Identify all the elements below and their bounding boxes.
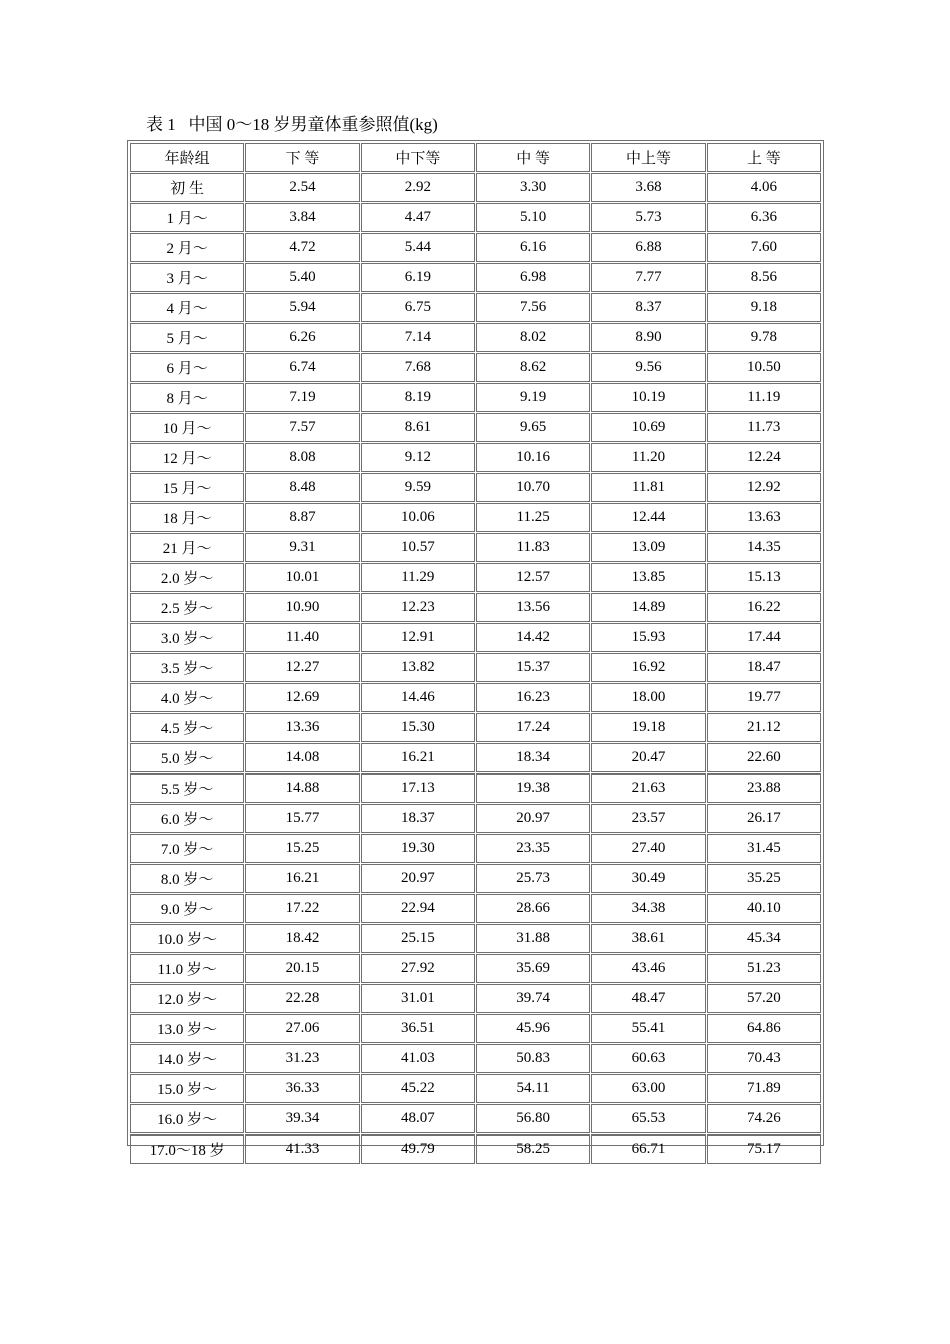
weight-value-cell: 54.11 [476, 1074, 590, 1103]
weight-value-cell: 8.02 [476, 323, 590, 352]
weight-value-cell: 3.84 [245, 203, 359, 232]
table-row [130, 413, 821, 442]
age-group-cell: 5 月～ [130, 323, 244, 352]
age-group-cell: 8.0 岁～ [130, 864, 244, 893]
weight-value-cell: 21.63 [591, 773, 705, 803]
weight-value-cell: 19.30 [361, 834, 475, 863]
weight-value-cell: 8.48 [245, 473, 359, 502]
weight-value-cell: 16.21 [245, 864, 359, 893]
weight-value-cell: 5.73 [591, 203, 705, 232]
age-group-cell: 15.0 岁～ [130, 1074, 244, 1103]
table-row [130, 894, 821, 923]
weight-value-cell: 6.88 [591, 233, 705, 262]
weight-value-cell: 49.79 [361, 1134, 475, 1164]
table-row [130, 383, 821, 412]
table-row [130, 683, 821, 712]
weight-value-cell: 31.23 [245, 1044, 359, 1073]
table-row [130, 323, 821, 352]
weight-value-cell: 17.44 [707, 623, 821, 652]
weight-value-cell: 13.63 [707, 503, 821, 532]
weight-value-cell: 66.71 [591, 1134, 705, 1164]
table-row [130, 593, 821, 622]
table-row [130, 1104, 821, 1133]
age-group-cell: 14.0 岁～ [130, 1044, 244, 1073]
weight-value-cell: 15.13 [707, 563, 821, 592]
weight-value-cell: 12.24 [707, 443, 821, 472]
age-group-cell: 7.0 岁～ [130, 834, 244, 863]
weight-value-cell: 4.06 [707, 173, 821, 202]
header-cell: 年龄组 [130, 143, 244, 172]
table-row [130, 834, 821, 863]
weight-value-cell: 9.19 [476, 383, 590, 412]
weight-value-cell: 27.06 [245, 1014, 359, 1043]
age-group-cell: 3 月～ [130, 263, 244, 292]
weight-value-cell: 50.83 [476, 1044, 590, 1073]
weight-value-cell: 20.97 [361, 864, 475, 893]
weight-value-cell: 11.40 [245, 623, 359, 652]
age-group-cell: 2 月～ [130, 233, 244, 262]
weight-value-cell: 7.68 [361, 353, 475, 382]
weight-value-cell: 8.87 [245, 503, 359, 532]
weight-value-cell: 34.38 [591, 894, 705, 923]
age-group-cell: 9.0 岁～ [130, 894, 244, 923]
weight-value-cell: 41.03 [361, 1044, 475, 1073]
weight-value-cell: 21.12 [707, 713, 821, 742]
weight-value-cell: 27.40 [591, 834, 705, 863]
weight-value-cell: 36.51 [361, 1014, 475, 1043]
weight-reference-table [127, 140, 824, 1159]
weight-value-cell: 6.16 [476, 233, 590, 262]
weight-value-cell: 39.34 [245, 1104, 359, 1133]
table-row [130, 233, 821, 262]
age-group-cell: 5.0 岁～ [130, 743, 244, 772]
weight-value-cell: 57.20 [707, 984, 821, 1013]
weight-value-cell: 41.33 [245, 1134, 359, 1164]
age-group-cell: 12 月～ [130, 443, 244, 472]
table-row [130, 293, 821, 322]
weight-value-cell: 5.10 [476, 203, 590, 232]
age-group-cell: 2.5 岁～ [130, 593, 244, 622]
table-row [130, 203, 821, 232]
weight-value-cell: 22.28 [245, 984, 359, 1013]
weight-value-cell: 12.69 [245, 683, 359, 712]
table-row [130, 1044, 821, 1073]
weight-value-cell: 30.49 [591, 864, 705, 893]
weight-value-cell: 8.90 [591, 323, 705, 352]
table-body [130, 143, 821, 1164]
table-row [130, 653, 821, 682]
weight-value-cell: 23.88 [707, 773, 821, 803]
table-row [130, 713, 821, 742]
age-group-cell: 5.5 岁～ [130, 773, 244, 803]
weight-value-cell: 23.57 [591, 804, 705, 833]
table-row [130, 173, 821, 202]
table-header-row [130, 143, 821, 172]
weight-value-cell: 8.62 [476, 353, 590, 382]
age-group-cell: 3.0 岁～ [130, 623, 244, 652]
weight-value-cell: 31.01 [361, 984, 475, 1013]
weight-value-cell: 8.61 [361, 413, 475, 442]
weight-value-cell: 64.86 [707, 1014, 821, 1043]
weight-value-cell: 19.38 [476, 773, 590, 803]
weight-value-cell: 14.08 [245, 743, 359, 772]
age-group-cell: 18 月～ [130, 503, 244, 532]
weight-value-cell: 13.36 [245, 713, 359, 742]
table-row [130, 623, 821, 652]
weight-value-cell: 40.10 [707, 894, 821, 923]
age-group-cell: 12.0 岁～ [130, 984, 244, 1013]
age-group-cell: 4.0 岁～ [130, 683, 244, 712]
table-row [130, 563, 821, 592]
weight-value-cell: 58.25 [476, 1134, 590, 1164]
weight-value-cell: 13.85 [591, 563, 705, 592]
weight-value-cell: 6.98 [476, 263, 590, 292]
weight-value-cell: 10.06 [361, 503, 475, 532]
weight-value-cell: 13.82 [361, 653, 475, 682]
age-group-cell: 21 月～ [130, 533, 244, 562]
weight-value-cell: 45.34 [707, 924, 821, 953]
age-group-cell: 3.5 岁～ [130, 653, 244, 682]
weight-value-cell: 45.22 [361, 1074, 475, 1103]
weight-value-cell: 19.77 [707, 683, 821, 712]
weight-value-cell: 55.41 [591, 1014, 705, 1043]
weight-value-cell: 10.01 [245, 563, 359, 592]
weight-value-cell: 9.12 [361, 443, 475, 472]
age-group-cell: 17.0～18 岁 [130, 1134, 244, 1164]
weight-value-cell: 16.23 [476, 683, 590, 712]
header-cell: 中 等 [476, 143, 590, 172]
weight-value-cell: 75.17 [707, 1134, 821, 1164]
weight-value-cell: 6.36 [707, 203, 821, 232]
weight-value-cell: 18.37 [361, 804, 475, 833]
weight-value-cell: 7.60 [707, 233, 821, 262]
weight-value-cell: 8.37 [591, 293, 705, 322]
weight-value-cell: 7.56 [476, 293, 590, 322]
weight-value-cell: 18.00 [591, 683, 705, 712]
weight-value-cell: 11.25 [476, 503, 590, 532]
weight-value-cell: 13.56 [476, 593, 590, 622]
weight-value-cell: 63.00 [591, 1074, 705, 1103]
weight-value-cell: 14.46 [361, 683, 475, 712]
weight-value-cell: 39.74 [476, 984, 590, 1013]
table-row [130, 473, 821, 502]
weight-value-cell: 16.21 [361, 743, 475, 772]
weight-value-cell: 51.23 [707, 954, 821, 983]
weight-value-cell: 7.77 [591, 263, 705, 292]
weight-value-cell: 9.78 [707, 323, 821, 352]
weight-value-cell: 27.92 [361, 954, 475, 983]
weight-value-cell: 17.24 [476, 713, 590, 742]
weight-value-cell: 9.18 [707, 293, 821, 322]
weight-value-cell: 31.45 [707, 834, 821, 863]
weight-value-cell: 8.08 [245, 443, 359, 472]
table-row [130, 984, 821, 1013]
weight-value-cell: 6.26 [245, 323, 359, 352]
weight-value-cell: 12.91 [361, 623, 475, 652]
weight-value-cell: 12.92 [707, 473, 821, 502]
weight-value-cell: 2.54 [245, 173, 359, 202]
table-row [130, 924, 821, 953]
weight-value-cell: 31.88 [476, 924, 590, 953]
weight-value-cell: 2.92 [361, 173, 475, 202]
weight-value-cell: 65.53 [591, 1104, 705, 1133]
age-group-cell: 15 月～ [130, 473, 244, 502]
weight-value-cell: 35.69 [476, 954, 590, 983]
weight-value-cell: 4.72 [245, 233, 359, 262]
weight-value-cell: 9.59 [361, 473, 475, 502]
weight-value-cell: 18.34 [476, 743, 590, 772]
weight-value-cell: 28.66 [476, 894, 590, 923]
weight-value-cell: 12.23 [361, 593, 475, 622]
weight-value-cell: 74.26 [707, 1104, 821, 1133]
age-group-cell: 4 月～ [130, 293, 244, 322]
weight-value-cell: 48.07 [361, 1104, 475, 1133]
weight-value-cell: 15.30 [361, 713, 475, 742]
weight-value-cell: 6.74 [245, 353, 359, 382]
weight-value-cell: 11.19 [707, 383, 821, 412]
weight-value-cell: 11.20 [591, 443, 705, 472]
weight-value-cell: 8.19 [361, 383, 475, 412]
weight-value-cell: 15.25 [245, 834, 359, 863]
weight-value-cell: 15.77 [245, 804, 359, 833]
age-group-cell: 13.0 岁～ [130, 1014, 244, 1043]
age-group-cell: 2.0 岁～ [130, 563, 244, 592]
weight-value-cell: 12.44 [591, 503, 705, 532]
age-group-cell: 10.0 岁～ [130, 924, 244, 953]
weight-value-cell: 13.09 [591, 533, 705, 562]
weight-value-cell: 11.73 [707, 413, 821, 442]
weight-value-cell: 43.46 [591, 954, 705, 983]
weight-value-cell: 7.19 [245, 383, 359, 412]
age-group-cell: 4.5 岁～ [130, 713, 244, 742]
weight-value-cell: 10.90 [245, 593, 359, 622]
weight-value-cell: 20.47 [591, 743, 705, 772]
weight-value-cell: 14.89 [591, 593, 705, 622]
weight-value-cell: 16.92 [591, 653, 705, 682]
table-caption: 表 1 中国 0～18 岁男童体重参照值(kg) [146, 115, 438, 134]
weight-value-cell: 7.14 [361, 323, 475, 352]
weight-value-cell: 36.33 [245, 1074, 359, 1103]
weight-value-cell: 6.75 [361, 293, 475, 322]
table-row [130, 954, 821, 983]
weight-value-cell: 8.56 [707, 263, 821, 292]
weight-value-cell: 60.63 [591, 1044, 705, 1073]
weight-value-cell: 6.19 [361, 263, 475, 292]
weight-value-cell: 3.30 [476, 173, 590, 202]
weight-value-cell: 16.22 [707, 593, 821, 622]
header-cell: 中上等 [591, 143, 705, 172]
weight-value-cell: 56.80 [476, 1104, 590, 1133]
table-row [130, 443, 821, 472]
weight-value-cell: 18.42 [245, 924, 359, 953]
weight-value-cell: 3.68 [591, 173, 705, 202]
weight-value-cell: 26.17 [707, 804, 821, 833]
weight-value-cell: 11.29 [361, 563, 475, 592]
weight-value-cell: 5.94 [245, 293, 359, 322]
weight-value-cell: 14.88 [245, 773, 359, 803]
table-row [130, 1134, 821, 1164]
weight-value-cell: 5.44 [361, 233, 475, 262]
weight-value-cell: 4.47 [361, 203, 475, 232]
age-group-cell: 8 月～ [130, 383, 244, 412]
weight-value-cell: 18.47 [707, 653, 821, 682]
table-row [130, 503, 821, 532]
age-group-cell: 初 生 [130, 173, 244, 202]
weight-value-cell: 20.97 [476, 804, 590, 833]
weight-value-cell: 10.57 [361, 533, 475, 562]
weight-value-cell: 71.89 [707, 1074, 821, 1103]
weight-value-cell: 9.56 [591, 353, 705, 382]
weight-value-cell: 20.15 [245, 954, 359, 983]
weight-value-cell: 70.43 [707, 1044, 821, 1073]
weight-value-cell: 9.31 [245, 533, 359, 562]
weight-value-cell: 5.40 [245, 263, 359, 292]
weight-value-cell: 14.35 [707, 533, 821, 562]
weight-value-cell: 10.70 [476, 473, 590, 502]
age-group-cell: 6.0 岁～ [130, 804, 244, 833]
weight-value-cell: 48.47 [591, 984, 705, 1013]
header-cell: 中下等 [361, 143, 475, 172]
table-row [130, 263, 821, 292]
header-cell: 上 等 [707, 143, 821, 172]
table-row [130, 864, 821, 893]
weight-value-cell: 12.27 [245, 653, 359, 682]
weight-value-cell: 14.42 [476, 623, 590, 652]
weight-value-cell: 7.57 [245, 413, 359, 442]
weight-value-cell: 11.83 [476, 533, 590, 562]
table-row [130, 533, 821, 562]
weight-value-cell: 10.69 [591, 413, 705, 442]
weight-value-cell: 9.65 [476, 413, 590, 442]
age-group-cell: 1 月～ [130, 203, 244, 232]
weight-value-cell: 22.94 [361, 894, 475, 923]
weight-value-cell: 10.19 [591, 383, 705, 412]
weight-value-cell: 25.73 [476, 864, 590, 893]
weight-value-cell: 10.50 [707, 353, 821, 382]
age-group-cell: 11.0 岁～ [130, 954, 244, 983]
header-cell: 下 等 [245, 143, 359, 172]
weight-value-cell: 35.25 [707, 864, 821, 893]
weight-value-cell: 15.93 [591, 623, 705, 652]
age-group-cell: 10 月～ [130, 413, 244, 442]
table-row [130, 353, 821, 382]
table-row [130, 1074, 821, 1103]
weight-value-cell: 23.35 [476, 834, 590, 863]
table-row [130, 1014, 821, 1043]
weight-value-cell: 15.37 [476, 653, 590, 682]
weight-value-cell: 17.22 [245, 894, 359, 923]
table-row [130, 804, 821, 833]
age-group-cell: 6 月～ [130, 353, 244, 382]
weight-value-cell: 22.60 [707, 743, 821, 772]
weight-value-cell: 10.16 [476, 443, 590, 472]
table-row [130, 773, 821, 803]
age-group-cell: 16.0 岁～ [130, 1104, 244, 1133]
table-row [130, 743, 821, 772]
weight-value-cell: 11.81 [591, 473, 705, 502]
weight-value-cell: 17.13 [361, 773, 475, 803]
weight-value-cell: 45.96 [476, 1014, 590, 1043]
weight-value-cell: 12.57 [476, 563, 590, 592]
weight-value-cell: 25.15 [361, 924, 475, 953]
weight-value-cell: 19.18 [591, 713, 705, 742]
weight-value-cell: 38.61 [591, 924, 705, 953]
